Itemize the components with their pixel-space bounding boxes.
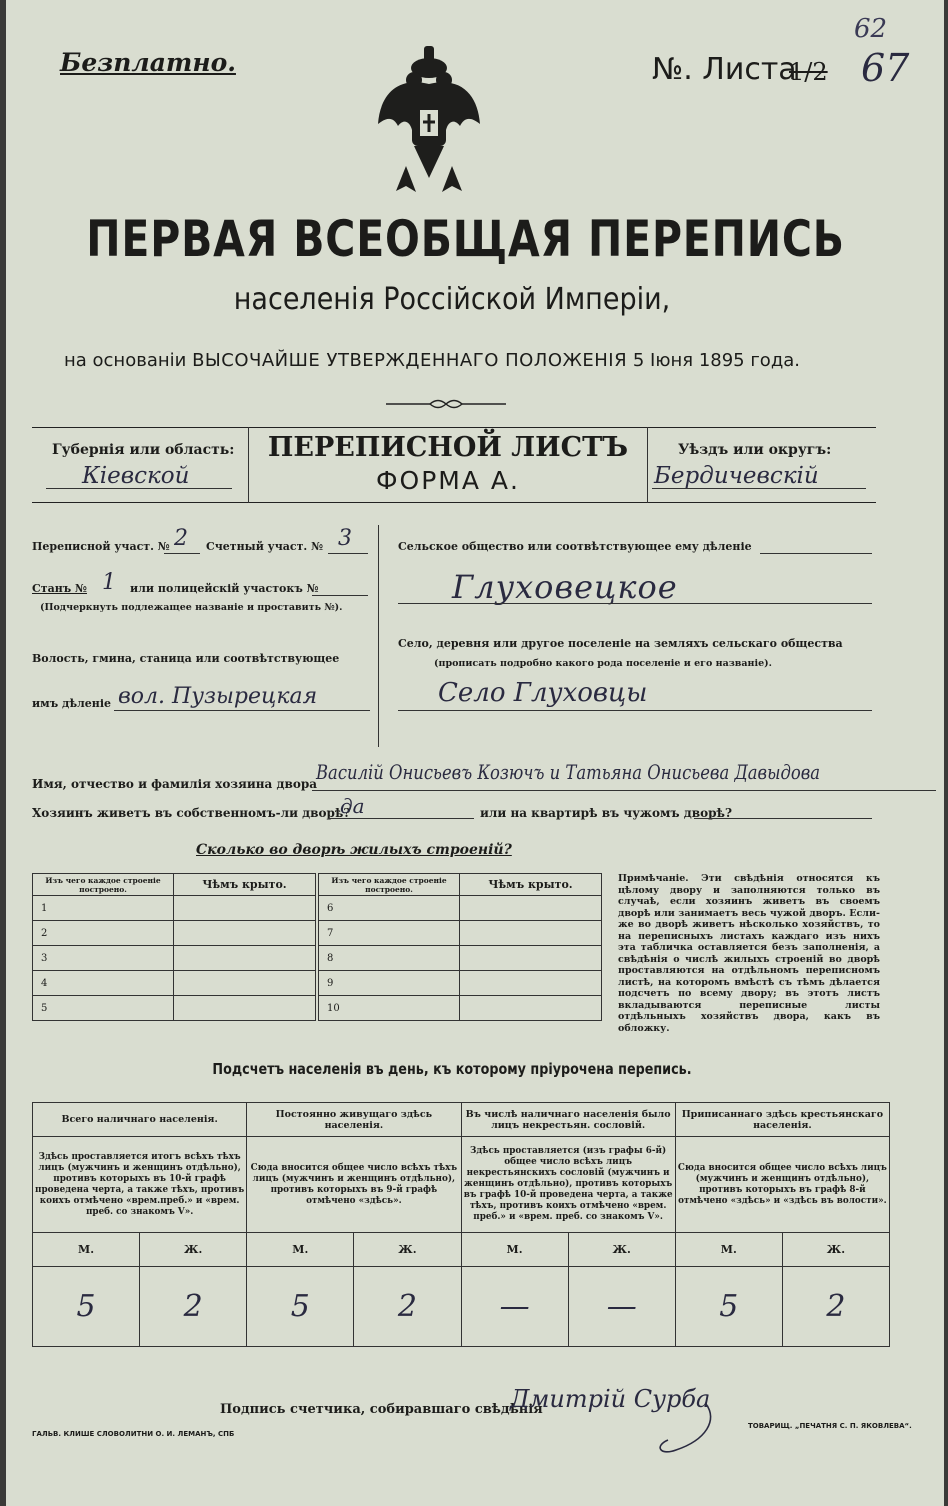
- signature-value: Дмитрій Сурба: [510, 1385, 711, 1413]
- volost-value: вол. Пузырецкая: [118, 684, 318, 709]
- count-section-label: Счетный участ. №: [206, 540, 324, 553]
- sheet-number-hand: 67: [861, 46, 910, 90]
- pop-male-label: М.: [675, 1233, 782, 1267]
- sheet-number-label: №. Листа: [652, 52, 797, 87]
- pop-value-non-peasant-f: —: [568, 1267, 675, 1347]
- volost-underline: [114, 710, 370, 711]
- pop-male-label: М.: [461, 1233, 568, 1267]
- buildings-col-material: Изъ чего каждое строеніе построено.: [33, 874, 174, 896]
- free-label: Безплатно.: [60, 48, 236, 77]
- province-value: Кіевской: [82, 463, 190, 489]
- pop-value-non-peasant-m: —: [461, 1267, 568, 1347]
- building-row-number: 2: [33, 921, 174, 946]
- apartment-underline: [694, 818, 872, 819]
- pop-male-label: М.: [33, 1233, 140, 1267]
- society-label: Сельское общество или соотвѣтствующее ему дѣленіе: [398, 540, 752, 553]
- buildings-table-right: [318, 873, 602, 1021]
- building-row-number: 9: [319, 971, 460, 996]
- census-sheet: [6, 0, 944, 1506]
- building-row-number: 4: [33, 971, 174, 996]
- pop-header-non-peasant: Въ числѣ наличнаго населенія было лицъ некрестьян. сословій.: [461, 1103, 675, 1137]
- building-row-number: 3: [33, 946, 174, 971]
- pop-header-permanent: Постоянно живущаго здѣсь населенія.: [247, 1103, 461, 1137]
- footer-right: ТОВАРИЩ. „ПЕЧАТНЯ С. П. ЯКОВЛЕВА“.: [748, 1422, 912, 1430]
- census-section-value: 2: [174, 526, 188, 551]
- village-label: Село, деревня или другое поселеніе на земляхъ сельскаго общества: [398, 637, 843, 650]
- pop-value-permanent-f: 2: [354, 1267, 461, 1347]
- fields-divider: [378, 525, 379, 747]
- pop-desc-non-peasant: Здѣсь проставляется (изъ графы 6-й) общее число всѣхъ лицъ некрестьянскихъ сословій (мужчинъ и женщинъ отдѣльно), противъ которыхъ въ графѣ 10-й проведена черта, а также тѣхъ, противъ коихъ отмѣчено «врем. преб.» и «врем. преб. со знакомъ V».: [461, 1137, 675, 1233]
- census-section-underline: [164, 553, 200, 554]
- building-row-number: 10: [319, 996, 460, 1021]
- census-section-label: Переписной участ. №: [32, 540, 170, 553]
- pop-value-present-m: 5: [33, 1267, 140, 1347]
- building-row-number: 7: [319, 921, 460, 946]
- police-district-label: или полицейскій участокъ №: [130, 582, 319, 595]
- buildings-table-left: [32, 873, 316, 1021]
- owner-label: Имя, отчество и фамилія хозяина двора: [32, 777, 317, 791]
- pop-value-present-f: 2: [140, 1267, 247, 1347]
- pop-value-permanent-m: 5: [247, 1267, 354, 1347]
- pop-header-present: Всего наличнаго населенія.: [33, 1103, 247, 1137]
- village-underline: [398, 710, 872, 711]
- police-district-underline: [312, 595, 368, 596]
- legal-basis-date: 5 Іюня 1895 года.: [632, 350, 801, 371]
- pop-desc-peasant: Сюда вносится общее число всѣхъ лицъ (мужчинъ и женщинъ отдѣльно), противъ которыхъ въ графѣ 8-й отмѣчено «здѣсь» и «здѣсь въ волости».: [675, 1137, 889, 1233]
- volost-label-2: имъ дѣленіе: [32, 697, 112, 710]
- lives-label: Хозяинъ живетъ въ собственномъ-ли дворѣ?: [32, 806, 351, 820]
- signature-label: Подпись счетчика, собиравшаго свѣдѣнія: [220, 1402, 543, 1417]
- signature-flourish: [646, 1400, 726, 1460]
- pop-female-label: Ж.: [568, 1233, 675, 1267]
- legal-basis: [64, 350, 800, 371]
- volost-label: Волость, гмина, станица или соотвѣтствующее: [32, 652, 340, 665]
- pop-header-peasant: Приписаннаго здѣсь крестьянскаго населенія.: [675, 1103, 889, 1137]
- stan-value: 1: [102, 570, 116, 595]
- population-table: [32, 1102, 890, 1347]
- count-section-value: 3: [338, 526, 352, 551]
- document-subtitle: населенія Россійской Имперіи,: [233, 282, 671, 317]
- pop-desc-present: Здѣсь проставляется итогъ всѣхъ тѣхъ лицъ (мужчинъ и женщинъ отдѣльно), противъ которыхъ въ 10-й графѣ проведена черта, а также тѣхъ, противъ коихъ отмѣчено «врем.преб.» и «врем. преб. со знакомъ V».: [33, 1137, 247, 1233]
- corner-number: 62: [854, 14, 888, 44]
- pop-female-label: Ж.: [782, 1233, 889, 1267]
- owner-underline: [312, 790, 936, 791]
- apartment-label: или на квартирѣ въ чужомъ дворѣ?: [480, 806, 732, 820]
- buildings-col-material: Изъ чего каждое строеніе построено.: [319, 874, 460, 896]
- building-row-number: 5: [33, 996, 174, 1021]
- footer-left: ГАЛЬВ. КЛИШЕ СЛОВОЛИТНИ О. И. ЛЕМАНЪ, СПБ: [32, 1430, 235, 1438]
- society-value: Глуховецкое: [452, 568, 678, 606]
- ornament-divider: [386, 397, 506, 411]
- building-row-number: 1: [33, 896, 174, 921]
- district-underline: [652, 488, 866, 489]
- pop-desc-permanent: Сюда вносится общее число всѣхъ тѣхъ лицъ (мужчинъ и женщинъ отдѣльно), противъ которыхъ въ 9-й графѣ отмѣчено «здѣсь».: [247, 1137, 461, 1233]
- lives-underline: [328, 818, 474, 819]
- pop-male-label: М.: [247, 1233, 354, 1267]
- form-type: ФОРМА А.: [376, 466, 520, 495]
- stan-note: (Подчеркнуть подлежащее названіе и проставить №).: [40, 602, 343, 613]
- village-note: (прописать подробно какого рода поселеніе и его названіе).: [434, 658, 772, 669]
- buildings-note: Примѣчаніе. Эти свѣдѣнія относятся къ цѣлому двору и заполняются только въ случаѣ, если хозяинъ живетъ въ своемъ дворѣ или занимаетъ весь чужой дворъ. Если-же во дворѣ живетъ нѣсколько хозяйствъ, то на переписныхъ листахъ каждаго изъ нихъ эта табличка оставляется безъ заполненія, а свѣдѣнія о числѣ жилыхъ строеній во дворѣ проставляются на отдѣльномъ переписномъ листѣ, на которомъ вмѣстѣ съ тѣмъ дѣлается подсчетъ по всему двору; въ этотъ листъ вкладываются переписные листы отдѣльныхъ хозяйствъ двора, какъ въ обложку.: [618, 873, 880, 1034]
- society-line: [760, 553, 872, 554]
- lives-value: да: [340, 794, 365, 818]
- stan-label: Станъ №: [32, 582, 87, 595]
- pop-value-peasant-m: 5: [675, 1267, 782, 1347]
- pop-female-label: Ж.: [354, 1233, 461, 1267]
- sheet-number-struck: 1/2: [789, 58, 828, 86]
- legal-basis-caps: ВЫСОЧАЙШЕ УТВЕРЖДЕННАГО ПОЛОЖЕНІЯ: [192, 350, 628, 371]
- double-headed-eagle-emblem: [376, 46, 484, 196]
- village-value: Село Глуховцы: [438, 678, 648, 708]
- buildings-col-roof: Чѣмъ крыто.: [460, 874, 602, 896]
- district-label: Уѣздъ или округъ:: [678, 442, 832, 458]
- owner-value: Василій Онисьевъ Козючъ и Татьяна Онисьева Давыдова: [316, 760, 821, 784]
- form-title: ПЕРЕПИСНОЙ ЛИСТЪ: [267, 432, 629, 463]
- count-section-underline: [328, 553, 368, 554]
- building-row-number: 6: [319, 896, 460, 921]
- district-value: Бердичевскій: [654, 463, 819, 489]
- pop-female-label: Ж.: [140, 1233, 247, 1267]
- document-title: ПЕРВАЯ ВСЕОБЩАЯ ПЕРЕПИСЬ: [86, 210, 845, 268]
- buildings-question: Сколько во дворѣ жилыхъ строеній?: [196, 842, 512, 858]
- society-underline: [398, 603, 872, 604]
- province-underline: [46, 488, 232, 489]
- pop-value-peasant-f: 2: [782, 1267, 889, 1347]
- legal-basis-prefix: на основаніи: [64, 350, 187, 371]
- building-row-number: 8: [319, 946, 460, 971]
- population-title: Подсчетъ населенія въ день, къ которому пріурочена перепись.: [212, 1060, 692, 1078]
- buildings-col-roof: Чѣмъ крыто.: [174, 874, 316, 896]
- province-label: Губернія или область:: [52, 442, 235, 458]
